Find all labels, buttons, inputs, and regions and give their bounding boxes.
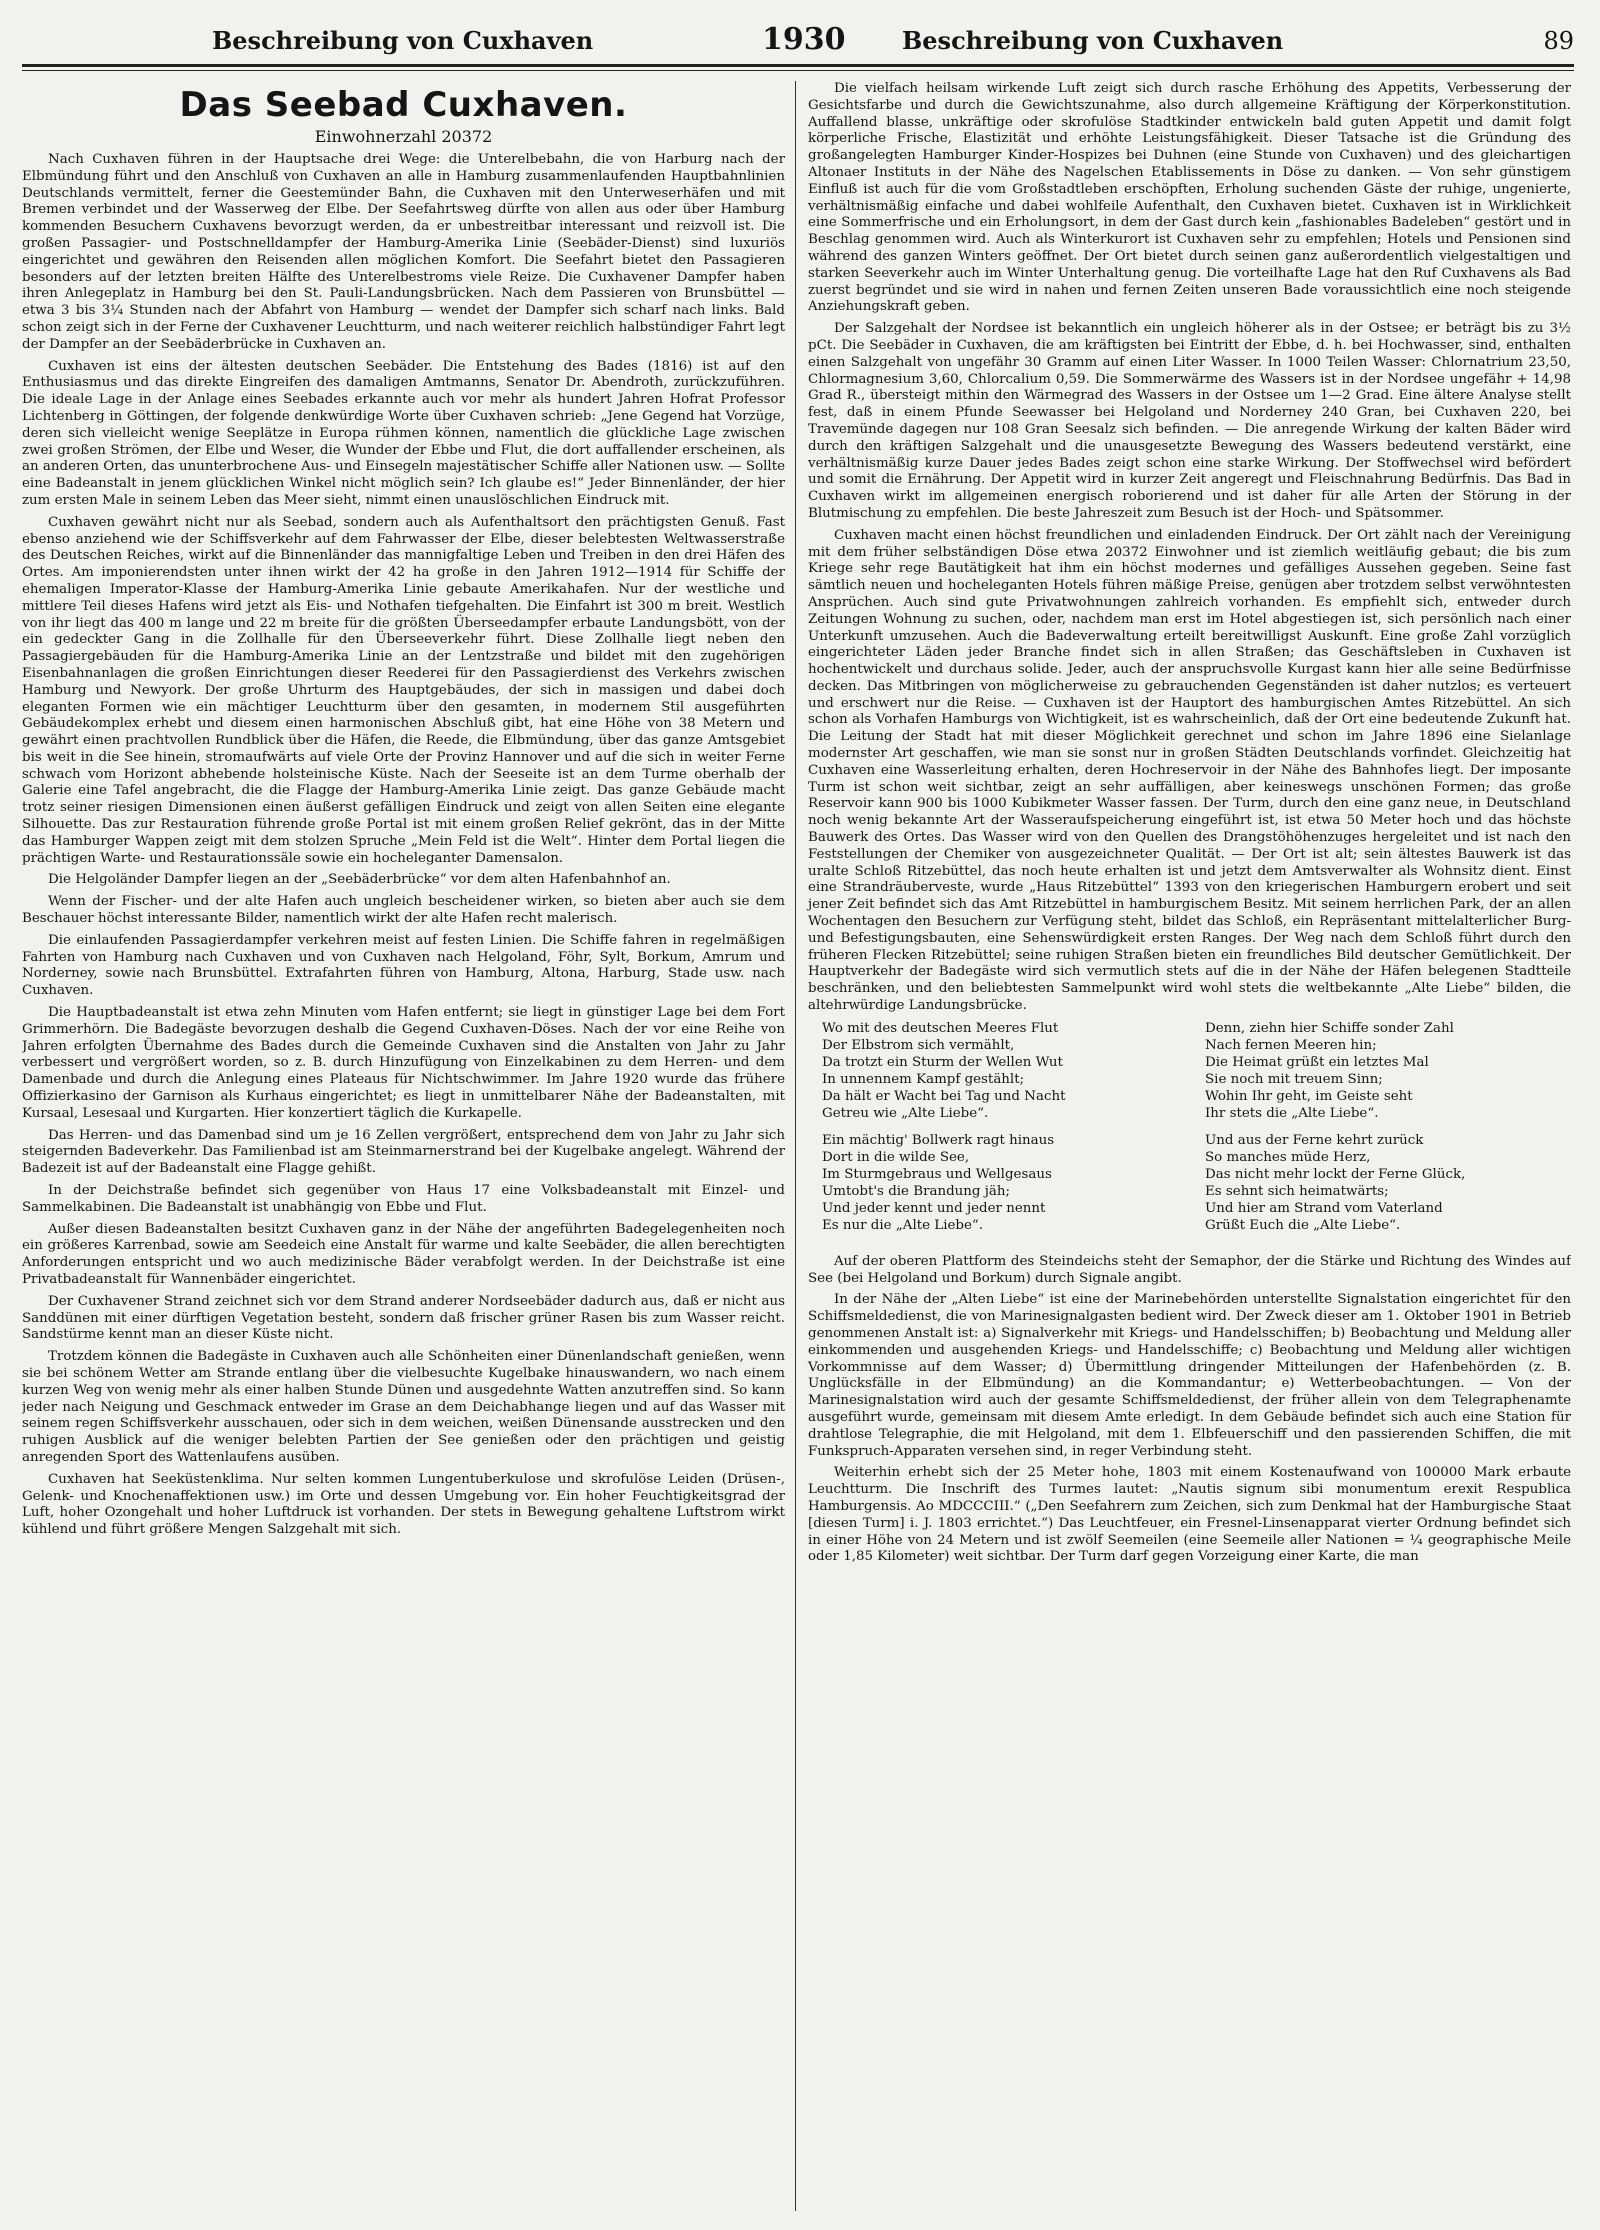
poem-line: Wohin Ihr geht, im Geiste seht xyxy=(1205,1088,1413,1104)
paragraph: Wenn der Fischer- und der alte Hafen auch ungleich bescheidener wirken, so bieten aber auch sie dem Beschauer höchst interessante Bilder, namentlich wirkt der alte Hafen recht malerisch. xyxy=(22,894,785,927)
poem-line: In unnennem Kampf gestählt; xyxy=(822,1071,1025,1087)
paragraph: Die einlaufenden Passagierdampfer verkehren meist auf festen Linien. Die Schiffe fahren in regelmäßigen Fahrten von Hamburg nach Cuxhaven und von Cuxhaven nach Helgoland, Föhr, Sylt, Borkum, Amrum und Norderney, sowie nach Brunsbüttel. Extrafahrten führen von Hamburg, Altona, Harburg, Stade usw. nach Cuxhaven. xyxy=(22,932,785,999)
poem-line: Im Sturmgebraus und Wellgesaus xyxy=(822,1166,1052,1182)
poem-stanza xyxy=(822,1020,1152,1122)
paragraph: Der Cuxhavener Strand zeichnet sich vor dem Strand anderer Nordseebäder dadurch aus, daß er nicht aus Sanddünen mit einer dürftigen Vegetation besteht, sondern daß frischer grüner Rasen bis zum Wasser reicht. Sandstürme kennt man an dieser Küste nicht. xyxy=(22,1293,785,1343)
poem-line: Sie noch mit treuem Sinn; xyxy=(1205,1071,1383,1087)
running-header xyxy=(22,22,1574,56)
left-column xyxy=(22,81,795,2211)
poem-line: Getreu wie „Alte Liebe“. xyxy=(822,1105,989,1121)
poem-alte-liebe xyxy=(808,1020,1571,1244)
paragraph: Die Hauptbadeanstalt ist etwa zehn Minuten vom Hafen entfernt; sie liegt in günstiger Lage bei dem Fort Grimmerhörn. Die Badegäste bevorzugen deshalb die Gegend Cuxhaven-Döses. Nach der vor eine Reihe von Jahren erfolgten Übernahme des Bades durch die Gemeinde Cuxhaven sind die Anstalten von Jahr zu Jahr verbessert und vergrößert worden, so z. B. durch Hinzufügung von Einzelkabinen zu dem Herren- und dem Damenbade und durch die Anlegung eines Plateaus für Nichtschwimmer. Im Jahre 1920 wurde das frühere Offizierkasino der Garnison als Kurhaus eingerichtet; es liegt in unmittelbarer Nähe der Badeanstalten, mit Kursaal, Lesesaal und Kurgarten. Hier konzertiert täglich die Kurkapelle. xyxy=(22,1005,785,1121)
poem-line: Ein mächtig' Bollwerk ragt hinaus xyxy=(822,1132,1055,1148)
paragraph: In der Nähe der „Alten Liebe“ ist eine der Marinebehörden unterstellte Signalstation eingerichtet für den Schiffsmeldedienst, die von Marinesignalgasten bedient wird. Der Zweck dieser am 1. Oktober 1901 in Betrieb genommenen Anstalt ist: a) Signalverkehr mit Kriegs- und Handelsschiffen; b) Beobachtung und Meldung aller einkommenden und ausgehenden Kriegs- und Handelsschiffe; c) Beobachtung und Meldung aller wichtigen Vorkommnisse auf dem Wasser; d) Übermittlung dringender Mitteilungen der Hafenbehörden (z. B. Unglücksfälle in der Elbmündung) an die Kommandantur; e) Wetterbeobachtungen. — Von der Marinesignalstation wird auch der gesamte Schiffsmeldedienst, der früher allein von dem Telegraphenamte ausgeführt wurde, gemeinsam mit diesem Amte erledigt. In dem Gebäude befindet sich auch eine Station für drahtlose Telegraphie, die mit Helgoland, mit dem 1. Elbfeuerschiff und den passierenden Schiffen, die mit Funkspruch-Apparaten versehen sind, in reger Verbindung steht. xyxy=(808,1292,1571,1459)
poem-line: Die Heimat grüßt ein letztes Mal xyxy=(1205,1054,1429,1070)
poem-line: Wo mit des deutschen Meeres Flut xyxy=(822,1020,1059,1036)
poem-right-column xyxy=(1205,1020,1535,1244)
paragraph: Cuxhaven hat Seeküstenklima. Nur selten kommen Lungentuberkulose und skrofulöse Leiden (Drüsen-, Gelenk- und Knochenaffektionen usw.) im Orte und dessen Umgebung vor. Ein hoher Feuchtigkeitsgrad der Luft, hoher Ozongehalt und hoher Luftdruck ist vorhanden. Der stets in Bewegung gehaltene Luftstrom wirkt kühlend und führt größere Mengen Salzgehalt mit sich. xyxy=(22,1471,785,1538)
poem-line: Und hier am Strand vom Vaterland xyxy=(1205,1200,1443,1216)
paragraph: Cuxhaven macht einen höchst freundlichen und einladenden Eindruck. Der Ort zählt nach der Vereinigung mit dem früher selbständigen Döse etwa 20372 Einwohner und ist ziemlich weitläufig gebaut; die bis zum Kriege sehr rege Bautätigkeit hat ihm ein höchst modernes und gefälliges Aussehen gegeben. Seine fast sämtlich neuen und hocheleganten Hotels führen mäßige Preise, genügen aber trotzdem selbst verwöhntesten Ansprüchen. Auch sind gute Privatwohnungen zahlreich vorhanden. Es empfiehlt sich, entweder durch Zeitungen Wohnung zu suchen, oder, nachdem man erst im Hotel abgestiegen ist, sich persönlich nach einer Unterkunft umzusehen. Auch die Badeverwaltung erteilt bereitwilligst Auskunft. Eine große Zahl vorzüglich eingerichteter Läden jeder Branche findet sich in allen Straßen; das Geschäftsleben in Cuxhaven ist hochentwickelt und durchaus solide. Jeder, auch der anspruchsvolle Kurgast kann hier alle seine Bedürfnisse decken. Das Mitbringen von möglicherweise zu gebrauchenden Gegenständen ist daher nutzlos; es verteuert und erschwert nur die Reise. — Cuxhaven ist der Hauptort des hamburgischen Amtes Ritzebüttel. An sich schon als Vorhafen Hamburgs von Wichtigkeit, ist es wahrscheinlich, daß der Ort eine bedeutende Zukunft hat. Die Leitung der Stadt hat mit dieser Möglichkeit gerechnet und schon im Jahre 1896 eine Sielanlage modernster Art geschaffen, wie man sie sonst nur in großen Städten Deutschlands vorfindet. Gleichzeitig hat Cuxhaven eine Wasserleitung erhalten, deren Hochreservoir in der Nähe des Bahnhofes liegt. Der imposante Turm ist schon weit sichtbar, zeigt an sehr auffälligen, aber keineswegs unschönen Formen; das große Reservoir kann 900 bis 1000 Kubikmeter Wasser fassen. Der Turm, durch den eine ganz neue, in Deutschland noch wenig bekannte Art der Wasseraufspeicherung eingeführt ist, ist etwa 50 Meter hoch und das höchste Bauwerk des Ortes. Das Wasser wird von den Quellen des Drangstöhöhenzuges hergeleitet und ist nach den Feststellungen der Chemiker von ausgezeichneter Qualität. — Der Ort ist alt; sein ältestes Bauwerk ist das uralte Schloß Ritzebüttel, das noch heute erhalten ist und jetzt dem Amtsverwalter als Wohnsitz dient. Einst eine Strandräuberveste, wurde „Haus Ritzebüttel“ 1393 von den kriegerischen Hamburgern erobert und seit jener Zeit befindet sich das Amt Ritzebüttel in hamburgischem Besitz. Mit seinem herrlichen Park, der an allen Wochentagen den Besuchern zur Verfügung steht, bildet das Schloß, ein Repräsentant mittelalterlicher Burg- und Befestigungsbauten, eine Sehenswürdigkeit ersten Ranges. Der Weg nach dem Schloß führt durch den früheren Flecken Ritzebüttel; seine ruhigen Straßen bieten ein freundliches Bild deutscher Gemütlichkeit. Der Hauptverkehr der Badegäste wird sich vermutlich stets auf die in der Nähe der Häfen belegenen Stadtteile beschränken, und den beliebtesten Sammelpunkt wird wohl stets die weltbekannte „Alte Liebe“ bilden, die altehrwürdige Landungsbrücke. xyxy=(808,527,1571,1014)
poem-stanza xyxy=(1205,1132,1535,1234)
poem-stanza xyxy=(1205,1020,1535,1122)
paragraph: In der Deichstraße befindet sich gegenüber von Haus 17 eine Volksbadeanstalt mit Einzel- und Sammelkabinen. Die Badeanstalt ist unabhängig von Ebbe und Flut. xyxy=(22,1183,785,1215)
poem-line: Grüßt Euch die „Alte Liebe“. xyxy=(1205,1217,1401,1233)
article-subtitle: Einwohnerzahl 20372 xyxy=(314,127,493,146)
paragraph: Trotzdem können die Badegäste in Cuxhaven auch alle Schönheiten einer Dünenlandschaft genießen, wenn sie bei schönem Wetter am Strande entlang über die vielbesuchte Kugelbake hinauswandern, wo nach einem kurzen Weg von wenig mehr als einer halben Stunde Dünen und ausgedehnte Watten anzutreffen sind. So kann jeder nach Neigung und Geschmack entweder im Grase an dem Deichabhange liegen und auf das Wasser mit seinem regen Schiffsverkehr ausschauen, oder sich in dem weichen, weißen Dünensande ausstrecken und den ruhigen Ausblick auf die weniger belebten Partien der See genießen oder den prächtigen und geistig anregenden Sport des Wattenlaufens ausüben. xyxy=(22,1349,785,1465)
right-column xyxy=(795,81,1571,2211)
paragraph: Die vielfach heilsam wirkende Luft zeigt sich durch rasche Erhöhung des Appetits, Verbesserung der Gesichtsfarbe und durch die Gewichtszunahme, also durch allgemeine Kräftigung der Körperkonstitution. Auffallend blasse, unkräftige oder skrofulöse Stadtkinder entwickeln bald guten Appetit und damit folgt körperliche Frische, Elastizität und erhöhte Leistungsfähigkeit. Dieser Tatsache ist die Gründung des großangelegten Hamburger Kinder-Hospizes bei Duhnen (eine Stunde von Cuxhaven) und des gleichartigen Altonaer Instituts in der Nähe des Nagelschen Etablissements in Döse zu danken. — Von sehr günstigem Einfluß ist auch für die vom Großstadtleben erschöpften, Erholung suchenden Gäste der ruhige, ungenierte, verhältnismäßig einfache und dabei wohlfeile Aufenthalt, den Cuxhaven bietet. Cuxhaven ist in Wirklichkeit eine Sommerfrische und ein Erholungsort, in dem der Gast durch kein „fashionables Badeleben“ gestört und in Beschlag genommen wird. Auch als Winterkurort ist Cuxhaven sehr zu empfehlen; Hotels und Pensionen sind während des ganzen Winters geöffnet. Der Ort bietet durch seinen ganz außerordentlich vielgestaltigen und starken Seeverkehr auch im Winter Unterhaltung genug. Die vorteilhafte Lage hat den Ruf Cuxhavens als Bad zuerst begründet und sie wird in nahen und fernen Zeiten unseren Bade voraussichtlich eine noch steigende Anziehungskraft geben. xyxy=(808,81,1571,315)
paragraph: Außer diesen Badeanstalten besitzt Cuxhaven ganz in der Nähe der angeführten Badegelegenheiten noch ein größeres Karrenbad, sowie am Seedeich eine Anstalt für warme und kalte Seebäder, die allen berechtigten Anforderungen entspricht und wo auch medizinische Bäder verabfolgt werden. In der Deichstraße ist eine Privatbadeanstalt für Wannenbäder eingerichtet. xyxy=(22,1221,785,1287)
poem-left-column xyxy=(822,1020,1152,1244)
poem-line: Ihr stets die „Alte Liebe“. xyxy=(1205,1105,1379,1121)
poem-line: Es nur die „Alte Liebe“. xyxy=(822,1217,983,1233)
header-left-title: Beschreibung von Cuxhaven xyxy=(212,26,594,55)
header-right-title: Beschreibung von Cuxhaven xyxy=(902,26,1284,55)
poem-line: Der Elbstrom sich vermählt, xyxy=(822,1037,1015,1053)
poem-line: Es sehnt sich heimatwärts; xyxy=(1205,1183,1389,1199)
poem-line: Umtobt's die Brandung jäh; xyxy=(822,1183,1010,1199)
poem-line: Das nicht mehr lockt der Ferne Glück, xyxy=(1205,1166,1466,1182)
article-columns xyxy=(22,81,1574,2211)
poem-line: Da hält er Wacht bei Tag und Nacht xyxy=(822,1088,1066,1104)
paragraph: Auf der oberen Plattform des Steindeichs steht der Semaphor, der die Stärke und Richtung des Windes auf See (bei Helgoland und Borkum) durch Signale angibt. xyxy=(808,1253,1571,1286)
paragraph: Cuxhaven gewährt nicht nur als Seebad, sondern auch als Aufenthaltsort den prächtigsten Genuß. Fast ebenso anziehend wie der Schiffsverkehr auf dem Fahrwasser der Elbe, dieser belebtesten Weltwasserstraße des Deutschen Reiches, wirkt auf die Binnenländer das mannigfaltige Leben und Treiben in den drei Häfen des Ortes. Am imponierendsten unter ihnen wirkt der 42 ha große in den Jahren 1912—1914 für Schiffe der ehemaligen Imperator-Klasse der Hamburg-Amerika Linie gebaute Amerikahafen. Nur der westliche und mittlere Teil dieses Hafens wird jetzt als Eis- und Nothafen tiefgehalten. Die Einfahrt ist 300 m breit. Westlich von ihr liegt das 400 m lange und 22 m breite für die größten Überseedampfer erbaute Landungsbött, von der ein gedeckter Gang in die Zollhalle für den Überseeverkehr führt. Diese Zollhalle liegt neben den Passagiergebäuden für die Hamburg-Amerika Linie an der Lentzstraße und bildet mit den zugehörigen Eisenbahnanlagen die großen Einrichtungen dieser Reederei für den Passagierdienst des Verkehrs zwischen Hamburg und Newyork. Der große Uhrturm des Hauptgebäudes, der sich in massigen und dabei doch eleganten Formen wie ein mächtiger Leuchtturm über den gesamten, in modernem Stil ausgeführten Gebäudekomplex erhebt und diesem einen harmonischen Abschluß gibt, hat eine Höhe von 38 Metern und gewährt einen prachtvollen Rundblick über die Häfen, die Reede, die Elbmündung, über das ganze Amtsgebiet bis weit in die See hinein, stromaufwärts auf viele Orte der Provinz Hannover und auf die sich in weiter Ferne schwach vom Horizont abhebende holsteinische Küste. Nach der Seeseite ist an dem Turme oberhalb der Galerie eine Tafel angebracht, die die Flagge der Hamburg-Amerika Linie zeigt. Das ganze Gebäude macht trotz seiner riesigen Dimensionen einen äußerst gefälligen Eindruck und zeigt von allen Seiten eine elegante Silhouette. Das zur Restauration führende große Portal ist mit einem großen Relief gekrönt, das in der Mitte das Hamburger Wappen zeigt mit dem stolzen Spruche „Mein Feld ist die Welt“. Hinter dem Portal liegen die prächtigen Warte- und Restaurationssäle sowie ein hocheleganter Damensalon. xyxy=(22,514,785,866)
header-year: 1930 xyxy=(762,22,846,57)
paragraph: Nach Cuxhaven führen in der Hauptsache drei Wege: die Unterelbebahn, die von Harburg nach der Elbmündung führt und den Anschluß von Cuxhaven an alle in Hamburg zusammenlaufenden Hauptbahnlinien Deutschlands vermittelt, ferner die Geestemünder Bahn, die Cuxhaven mit den Unterweserhäfen und mit Bremen verbindet und der Wasserweg der Elbe. Der Seefahrtsweg dürfte von allen aus oder über Hamburg kommenden Besuchern Cuxhavens bevorzugt werden, da er unbestreitbar interessant und reizvoll ist. Die großen Passagier- und Postschnelldampfer der Hamburg-Amerika Linie (Seebäder-Dienst) sind luxuriös eingerichtet und gewähren den Reisenden allen möglichen Komfort. Die Seefahrt bietet den Passagieren besonders auf der letzten breiten Hälfte des Unterelbestroms viele Reize. Die Cuxhavener Dampfer haben ihren Anlegeplatz in Hamburg bei den St. Pauli-Landungsbrücken. Nach dem Passieren von Brunsbüttel — etwa 3 bis 3¼ Stunden nach der Abfahrt von Hamburg — wendet der Dampfer sich scharf nach links. Bald schon zeigt sich in der Ferne der Cuxhavener Leuchtturm, und nach weiterer reichlich halbstündiger Fahrt legt der Dampfer an der Seebäderbrücke in Cuxhaven an. xyxy=(22,152,785,352)
header-rule xyxy=(22,64,1574,71)
paragraph: Das Herren- und das Damenbad sind um je 16 Zellen vergrößert, entsprechend dem von Jahr zu Jahr sich steigernden Badeverkehr. Das Familienbad ist am Steinmarnerstrand bei der Kugelbake angelegt. Während der Badezeit ist auf der Badeanstalt eine Flagge gehißt. xyxy=(22,1127,785,1177)
paragraph: Weiterhin erhebt sich der 25 Meter hohe, 1803 mit einem Kostenaufwand von 100000 Mark erbaute Leuchtturm. Die Inschrift des Turmes lautet: „Nautis signum sibi monumentum erexit Respublica Hamburgensis. Ao MDCCCIII.“ („Den Seefahrern zum Zeichen, sich zum Denkmal hat der Hamburgische Staat [diesen Turm] i. J. 1803 errichtet.“) Das Leuchtfeuer, ein Fresnel-Linsenapparat vierter Ordnung befindet sich in einer Höhe von 24 Metern und ist zwölf Seemeilen (eine Seemeile aller Nationen = ¼ geographische Meile oder 1,85 Kilometer) weit sichtbar. Der Turm darf gegen Vorzeigung einer Karte, die man xyxy=(808,1465,1571,1565)
poem-line: Denn, ziehn hier Schiffe sonder Zahl xyxy=(1205,1020,1454,1036)
poem-line: Nach fernen Meeren hin; xyxy=(1205,1037,1377,1053)
paragraph: Der Salzgehalt der Nordsee ist bekanntlich ein ungleich höherer als in der Ostsee; er beträgt bis zu 3½ pCt. Die Seebäder in Cuxhaven, die am kräftigsten bei Eintritt der Ebbe, d. h. bei Hochwasser, sind, enthalten einen Salzgehalt von ungefähr 30 Gramm auf einen Liter Wasser. In 1000 Teilen Wasser: Chlornatrium 23,50, Chlormagnesium 3,60, Chlorcalium 0,59. Die Sommerwärme des Wassers ist in der Nordsee ungefähr + 14,98 Grad R., übersteigt mithin den Wärmegrad des Wassers in der Ostsee um 1—2 Grad. Eine ältere Analyse stellt fest, daß in einem Pfunde Seewasser bei Helgoland und Norderney 240 Gran, bei Cuxhaven 220, bei Travemünde dagegen nur 108 Gran Seesalz sich befinden. — Die anregende Wirkung der kalten Bäder wird durch den kräftigen Salzgehalt und die unausgesetzte Bewegung des Wassers bedeutend verstärkt, eine verhältnismäßig kurze Dauer jedes Bades zeigt schon eine starke Wirkung. Der Stoffwechsel wird befördert und somit die Ernährung. Der Appetit wird in kurzer Zeit angeregt und Fleischnahrung Bedürfnis. Das Bad in Cuxhaven wirkt im allgemeinen energisch roborierend und ist daher für alle Arten der Störung in der Blutmischung zu empfehlen. Die beste Jahreszeit zum Besuch ist der Hoch- und Spätsommer. xyxy=(808,321,1571,521)
poem-line: Da trotzt ein Sturm der Wellen Wut xyxy=(822,1054,1063,1070)
poem-line: Und aus der Ferne kehrt zurück xyxy=(1205,1132,1424,1148)
paragraph: Die Helgoländer Dampfer liegen an der „Seebäderbrücke“ vor dem alten Hafenbahnhof an. xyxy=(48,872,671,888)
poem-line: So manches müde Herz, xyxy=(1205,1149,1371,1165)
article-title: Das Seebad Cuxhaven. xyxy=(179,85,628,125)
poem-line: Und jeder kennt und jeder nennt xyxy=(822,1200,1046,1216)
paragraph: Cuxhaven ist eins der ältesten deutschen Seebäder. Die Entstehung des Bades (1816) ist auf den Enthusiasmus und das direkte Eingreifen des damaligen Amtmanns, Senator Dr. Abendroth, zurückzuführen. Die ideale Lage in der Anlage eines Seebades erkannte auch vor mehr als hundert Jahren Hofrat Professor Lichtenberg in Göttingen, der folgende denkwürdige Worte über Cuxhaven schrieb: „Jene Gegend hat Vorzüge, deren sich vielleicht wenige Seeplätze in Europa rühmen können, namentlich die glückliche Lage zwischen zwei großen Strömen, der Elbe und Weser, die Wunder der Ebbe und Flut, die dort auffallender erscheinen, als an anderen Orten, das ununterbrochene Aus- und Einsegeln majestätischer Schiffe aller Nationen usw. — Sollte eine Badeanstalt in jenem glücklichen Winkel nicht möglich sein? Ich glaube es!“ Jeder Binnenländer, der hier zum ersten Male in seinem Leben das Meer sieht, nimmt einen unauslöschlichen Eindruck mit. xyxy=(22,358,785,508)
poem-stanza xyxy=(822,1132,1152,1234)
page-number: 89 xyxy=(1543,27,1574,55)
poem-line: Dort in die wilde See, xyxy=(822,1149,970,1165)
